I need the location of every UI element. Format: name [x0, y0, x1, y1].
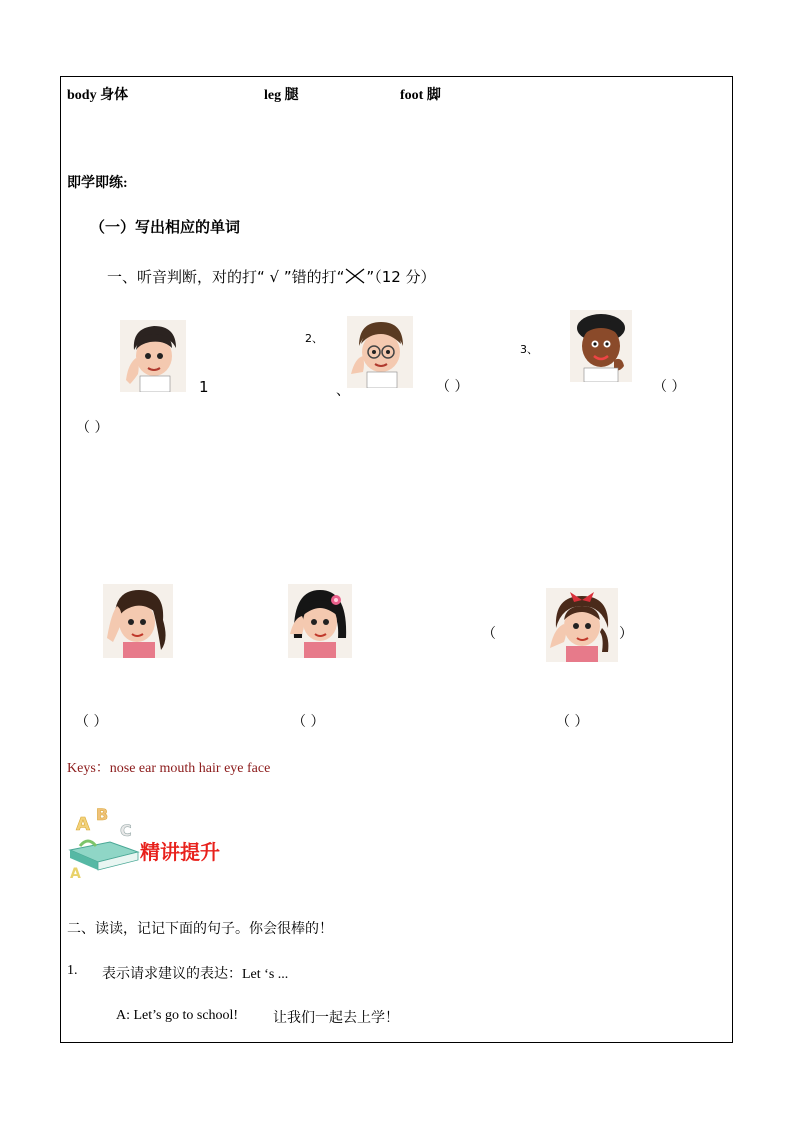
- example-english: A: Let’s go to school!: [116, 1008, 239, 1023]
- answer-paren-1: （ ）: [76, 420, 109, 436]
- vocab-leg: leg 腿: [264, 88, 299, 103]
- girl-face-picture: [546, 588, 618, 662]
- svg-text:A: A: [70, 866, 81, 880]
- vocab-body: body 身体: [67, 88, 129, 103]
- row2-open-paren: （: [482, 626, 496, 642]
- row1-comma: 、: [336, 383, 350, 399]
- listening-suffix: ”（12 分）: [366, 268, 436, 286]
- answer-paren-6: （ ）: [556, 714, 589, 730]
- vocab-foot: foot 脚: [400, 88, 441, 103]
- answer-keys: Keys：nose ear mouth hair eye face: [67, 761, 271, 776]
- boy-ear-picture: [120, 320, 186, 392]
- item1-number: 1.: [67, 963, 78, 978]
- girl-eye-picture: [288, 584, 352, 658]
- listening-prefix: 一、听音判断，对的打“ √ ”错的打“: [107, 268, 345, 286]
- answer-paren-3: （ ）: [653, 379, 686, 395]
- boy-glasses-picture: [347, 316, 413, 388]
- answer-paren-2: （ ）: [436, 379, 469, 395]
- row2-close-paren: ）: [619, 626, 633, 642]
- item1-text: 表示请求建议的表达：Let ‘s ...: [102, 967, 289, 982]
- svg-text:C: C: [120, 821, 132, 840]
- row1-number-1: 1: [199, 378, 209, 396]
- svg-text:B: B: [96, 806, 109, 824]
- row1-number-3: 3、: [520, 343, 538, 356]
- answer-paren-4: （ ）: [75, 714, 108, 730]
- listening-instruction: [107, 266, 436, 287]
- row1-number-2: 2、: [305, 332, 323, 345]
- section1-title: （一）写出相应的单词: [90, 218, 241, 236]
- answer-paren-5: （ ）: [292, 714, 325, 730]
- section2-title: 二、读读，记记下面的句子。你会很棒的！: [67, 921, 333, 937]
- practice-heading: 即学即练:: [67, 176, 128, 191]
- svg-text:A: A: [76, 814, 90, 835]
- abc-book-icon: [66, 806, 144, 880]
- boy-mouth-picture: [570, 310, 632, 382]
- cross-mark-icon: [344, 268, 366, 284]
- example-chinese: 让我们一起去上学！: [273, 1010, 399, 1026]
- banner-title: 精讲提升: [140, 840, 220, 864]
- girl-hair-picture: [103, 584, 173, 658]
